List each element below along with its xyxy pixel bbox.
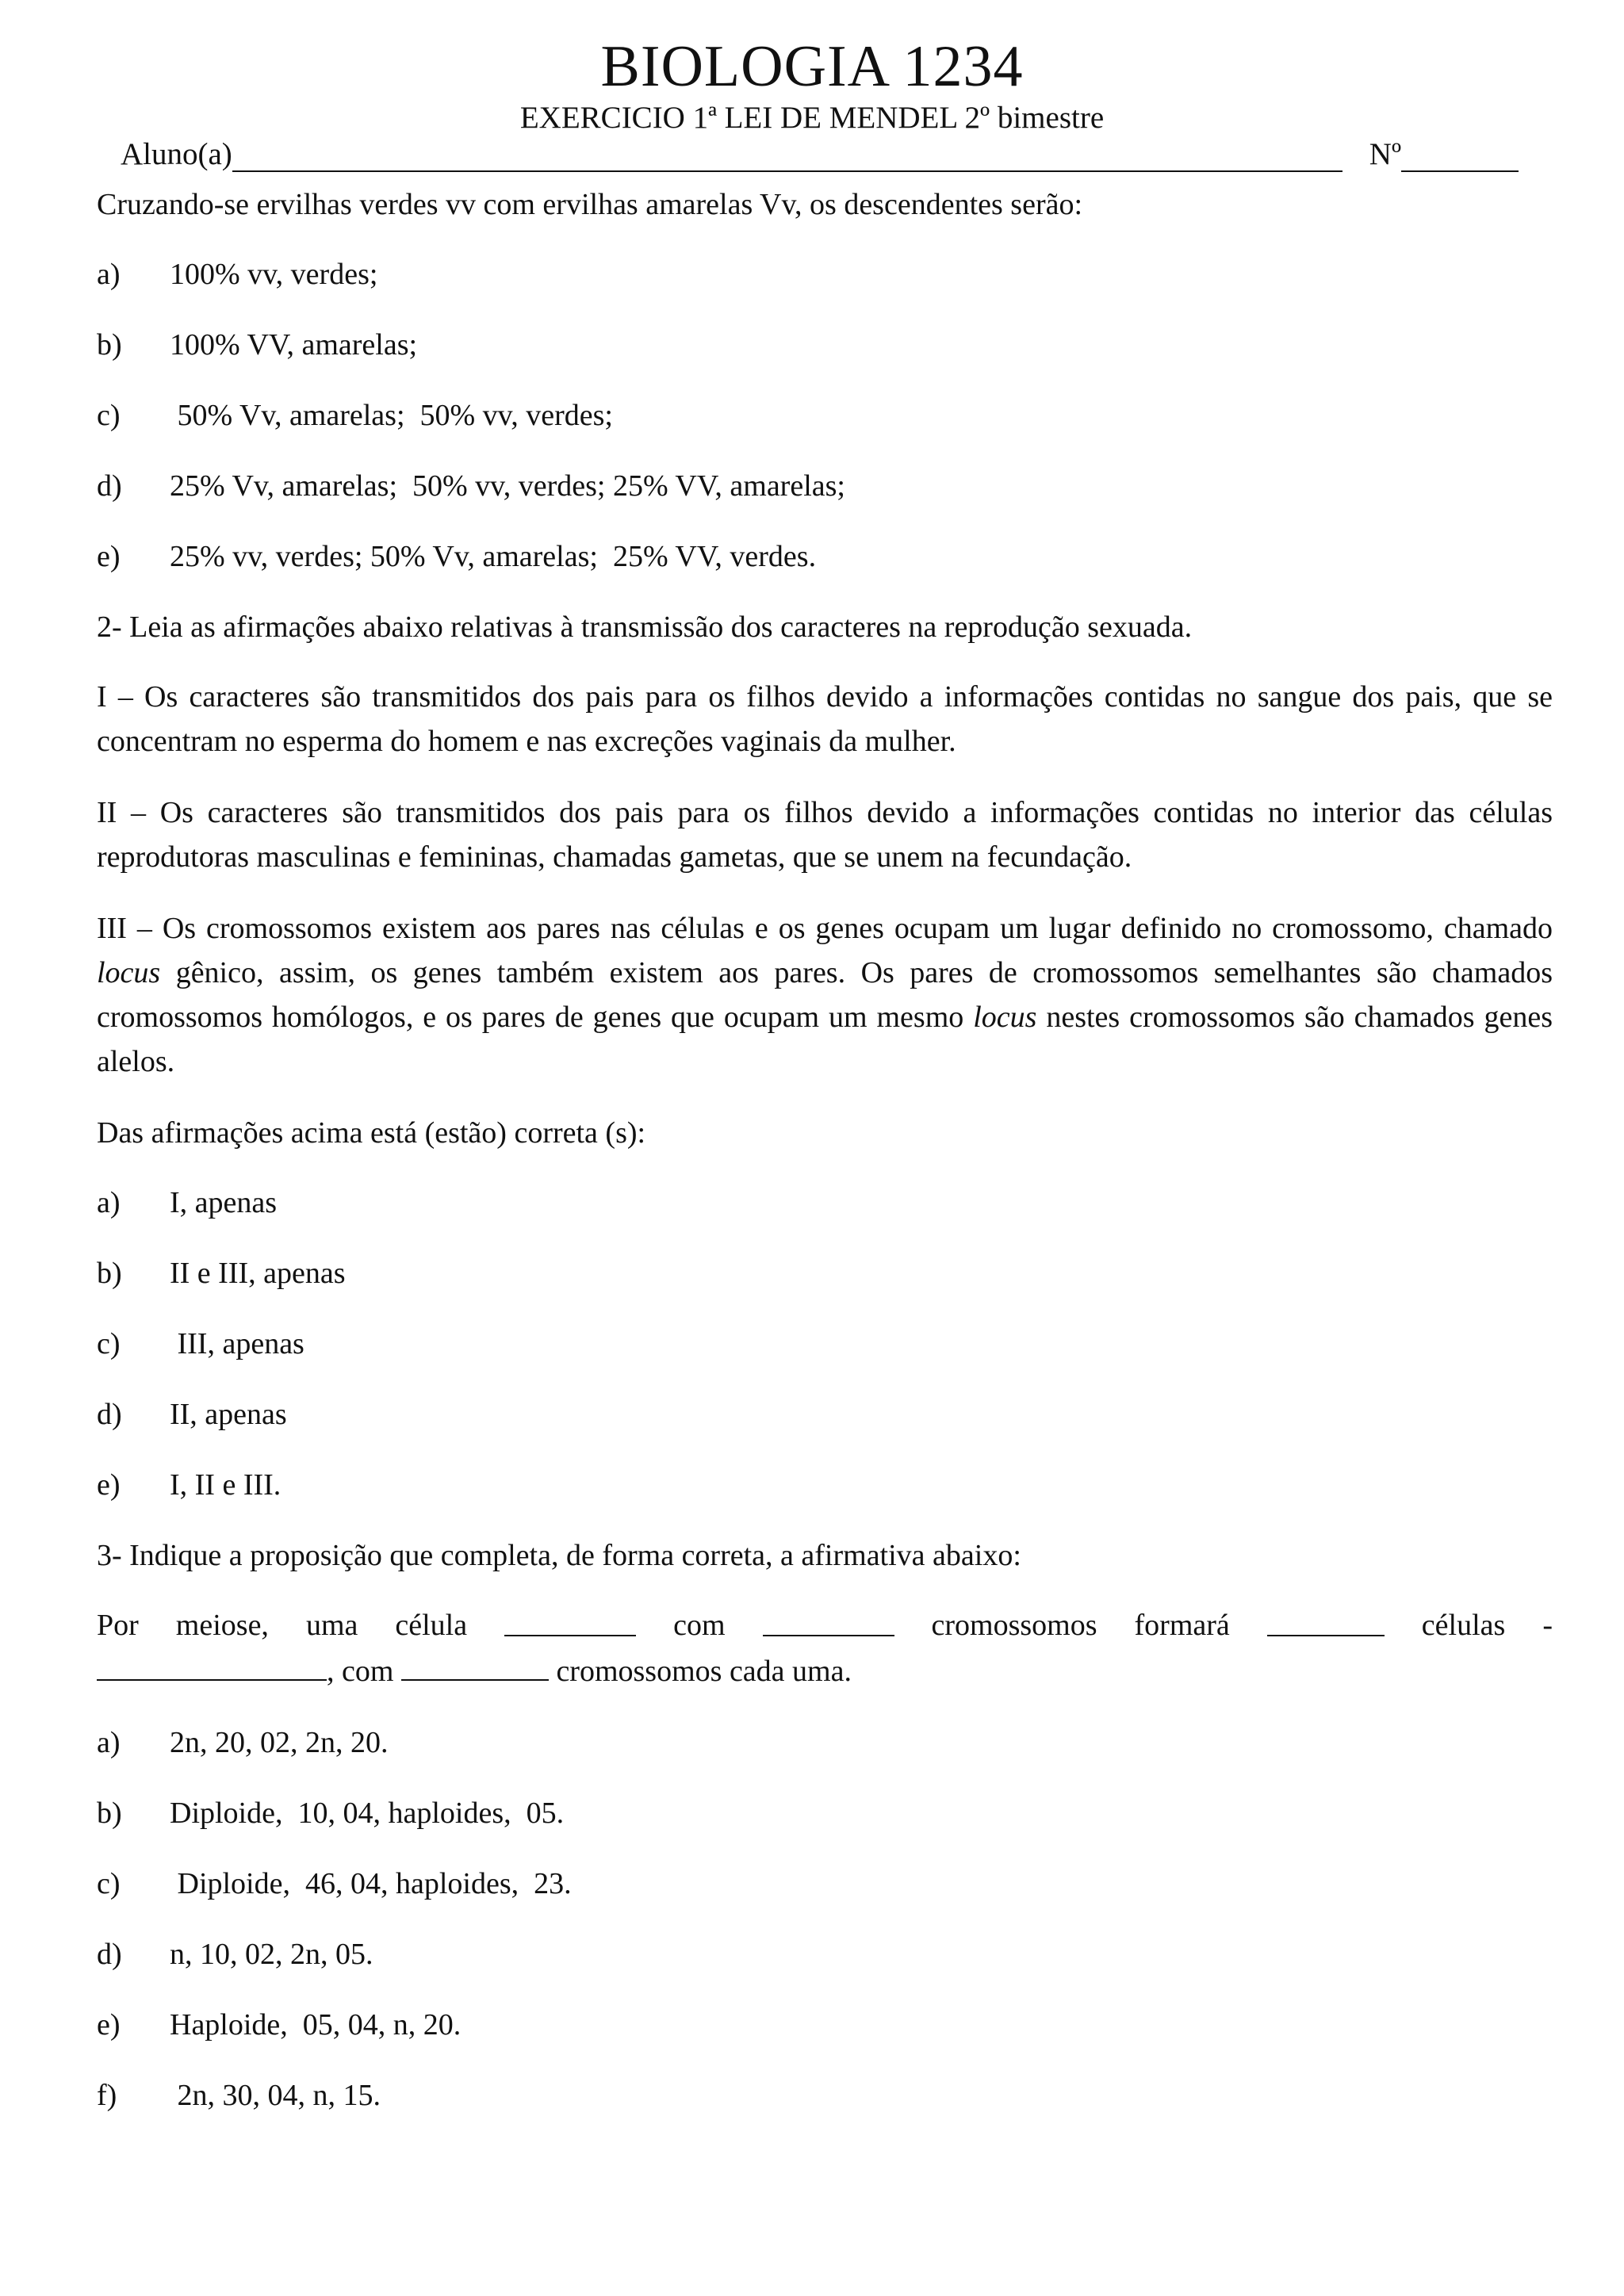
q3-option-f[interactable] (97, 2073, 1553, 2118)
statement-iii (97, 906, 1553, 1084)
student-number-blank[interactable] (1401, 139, 1519, 172)
fill-word: , com (327, 1655, 394, 1688)
option-letter: a) (97, 1186, 121, 1219)
option-text: 25% Vv, amarelas; 50% vv, verdes; 25% VV, amarelas; (170, 469, 845, 503)
statement-iii-part-2: gênico, assim, os genes também existem aos pares. Os pares de cromossomos semelhantes são chamados cromossomos homólogos, e os pares de genes que ocupam um mesmo (97, 956, 1553, 1034)
statement-iii-part-3: nestes cromossomos são chamados genes alelos. (97, 1001, 1553, 1078)
blank-2[interactable] (763, 1603, 894, 1636)
option-letter: b) (97, 1797, 122, 1830)
locus-term: locus (97, 956, 161, 989)
option-text: 50% Vv, amarelas; 50% vv, verdes; (170, 399, 613, 432)
fill-word: cromossomos (931, 1609, 1097, 1642)
locus-term: locus (973, 1001, 1037, 1034)
fill-word: meiose, (175, 1609, 269, 1642)
q1-option-b[interactable] (97, 323, 1553, 367)
option-text: I, apenas (170, 1186, 278, 1219)
fill-word: células (1421, 1609, 1506, 1642)
q1-option-d[interactable] (97, 464, 1553, 508)
page-title: BIOLOGIA 1234 (600, 34, 1024, 99)
q2-option-d[interactable] (97, 1392, 1553, 1437)
fill-word: com (673, 1609, 726, 1642)
q1-option-a[interactable] (97, 252, 1553, 297)
fill-in-line-1 (97, 1603, 1553, 1647)
blank-3[interactable] (1267, 1603, 1385, 1636)
option-letter: e) (97, 2008, 121, 2042)
number-label: Nº (1369, 137, 1402, 171)
option-letter: d) (97, 1938, 122, 1971)
fill-word: uma (305, 1609, 358, 1642)
fill-word: cromossomos cada uma. (556, 1655, 852, 1688)
blank-4[interactable] (97, 1647, 327, 1681)
question-2-stem: 2- Leia as afirmações abaixo relativas à transmissão dos caracteres na reprodução sexuada. (97, 610, 1193, 644)
q2-option-e[interactable] (97, 1463, 1553, 1507)
option-text: Haploide, 05, 04, n, 20. (170, 2008, 462, 2042)
option-text: III, apenas (170, 1327, 304, 1360)
option-text: n, 10, 02, 2n, 05. (170, 1938, 373, 1971)
option-text: 2n, 20, 02, 2n, 20. (170, 1726, 389, 1759)
statement-iii-part-1: III – Os cromossomos existem aos pares nas células e os genes ocupam um lugar definido no cromossomo, chamado (97, 912, 1553, 945)
fill-word: - (1542, 1609, 1553, 1642)
statement-ii: II – Os caracteres são transmitidos dos pais para os filhos devido a informações contidas no interior das células reprodutoras masculinas e femininas, chamadas gametas, que se unem na fecundação. (97, 796, 1553, 874)
option-text: Diploide, 10, 04, haploides, 05. (170, 1797, 565, 1830)
option-text: II e III, apenas (170, 1257, 346, 1290)
option-text: 100% vv, verdes; (170, 258, 378, 291)
question-1-stem: Cruzando-se ervilhas verdes vv com ervilhas amarelas Vv, os descendentes serão: (97, 188, 1083, 221)
option-letter: e) (97, 540, 121, 573)
fill-in-line-2 (97, 1647, 1553, 1693)
option-text: 100% VV, amarelas; (170, 328, 418, 362)
statement-i: I – Os caracteres são transmitidos dos pais para os filhos devido a informações contidas no sangue dos pais, que se concentram no esperma do homem e nas excreções vaginais da mulher. (97, 680, 1553, 758)
fill-word: formará (1134, 1609, 1230, 1642)
option-letter: d) (97, 469, 122, 503)
option-text: I, II e III. (170, 1468, 282, 1502)
student-label: Aluno(a) (121, 137, 232, 171)
option-letter: a) (97, 258, 121, 291)
option-letter: b) (97, 328, 122, 362)
q3-option-a[interactable] (97, 1720, 1553, 1765)
q3-option-d[interactable] (97, 1932, 1553, 1976)
option-letter: d) (97, 1398, 122, 1431)
q2-option-b[interactable] (97, 1251, 1553, 1295)
option-letter: c) (97, 1327, 121, 1360)
option-letter: a) (97, 1726, 121, 1759)
option-letter: b) (97, 1257, 122, 1290)
q3-option-e[interactable] (97, 2003, 1553, 2047)
blank-5[interactable] (401, 1647, 549, 1681)
fill-in-statement (97, 1603, 1553, 1693)
q3-option-c[interactable] (97, 1862, 1553, 1906)
question-3-stem: 3- Indique a proposição que completa, de forma correta, a afirmativa abaixo: (97, 1539, 1021, 1572)
option-letter: e) (97, 1468, 121, 1502)
exam-content (97, 182, 1553, 2144)
q2-option-c[interactable] (97, 1322, 1553, 1366)
option-letter: c) (97, 399, 121, 432)
question-2-prompt: Das afirmações acima está (estão) correta (s): (97, 1116, 646, 1150)
fill-word: célula (395, 1609, 468, 1642)
blank-1[interactable] (504, 1603, 636, 1636)
student-info-line (121, 136, 1532, 172)
q2-option-a[interactable] (97, 1181, 1553, 1225)
q1-option-e[interactable] (97, 534, 1553, 579)
fill-word: Por (97, 1609, 139, 1642)
option-text: 2n, 30, 04, n, 15. (170, 2079, 381, 2112)
student-name-blank[interactable] (232, 139, 1342, 172)
option-text: Diploide, 46, 04, haploides, 23. (170, 1867, 572, 1900)
q3-option-b[interactable] (97, 1791, 1553, 1835)
option-text: 25% vv, verdes; 50% Vv, amarelas; 25% VV, verdes. (170, 540, 817, 573)
option-letter: f) (97, 2079, 117, 2112)
option-letter: c) (97, 1867, 121, 1900)
option-text: II, apenas (170, 1398, 287, 1431)
page-subtitle: EXERCICIO 1ª LEI DE MENDEL 2º bimestre (519, 101, 1105, 135)
q1-option-c[interactable] (97, 393, 1553, 438)
